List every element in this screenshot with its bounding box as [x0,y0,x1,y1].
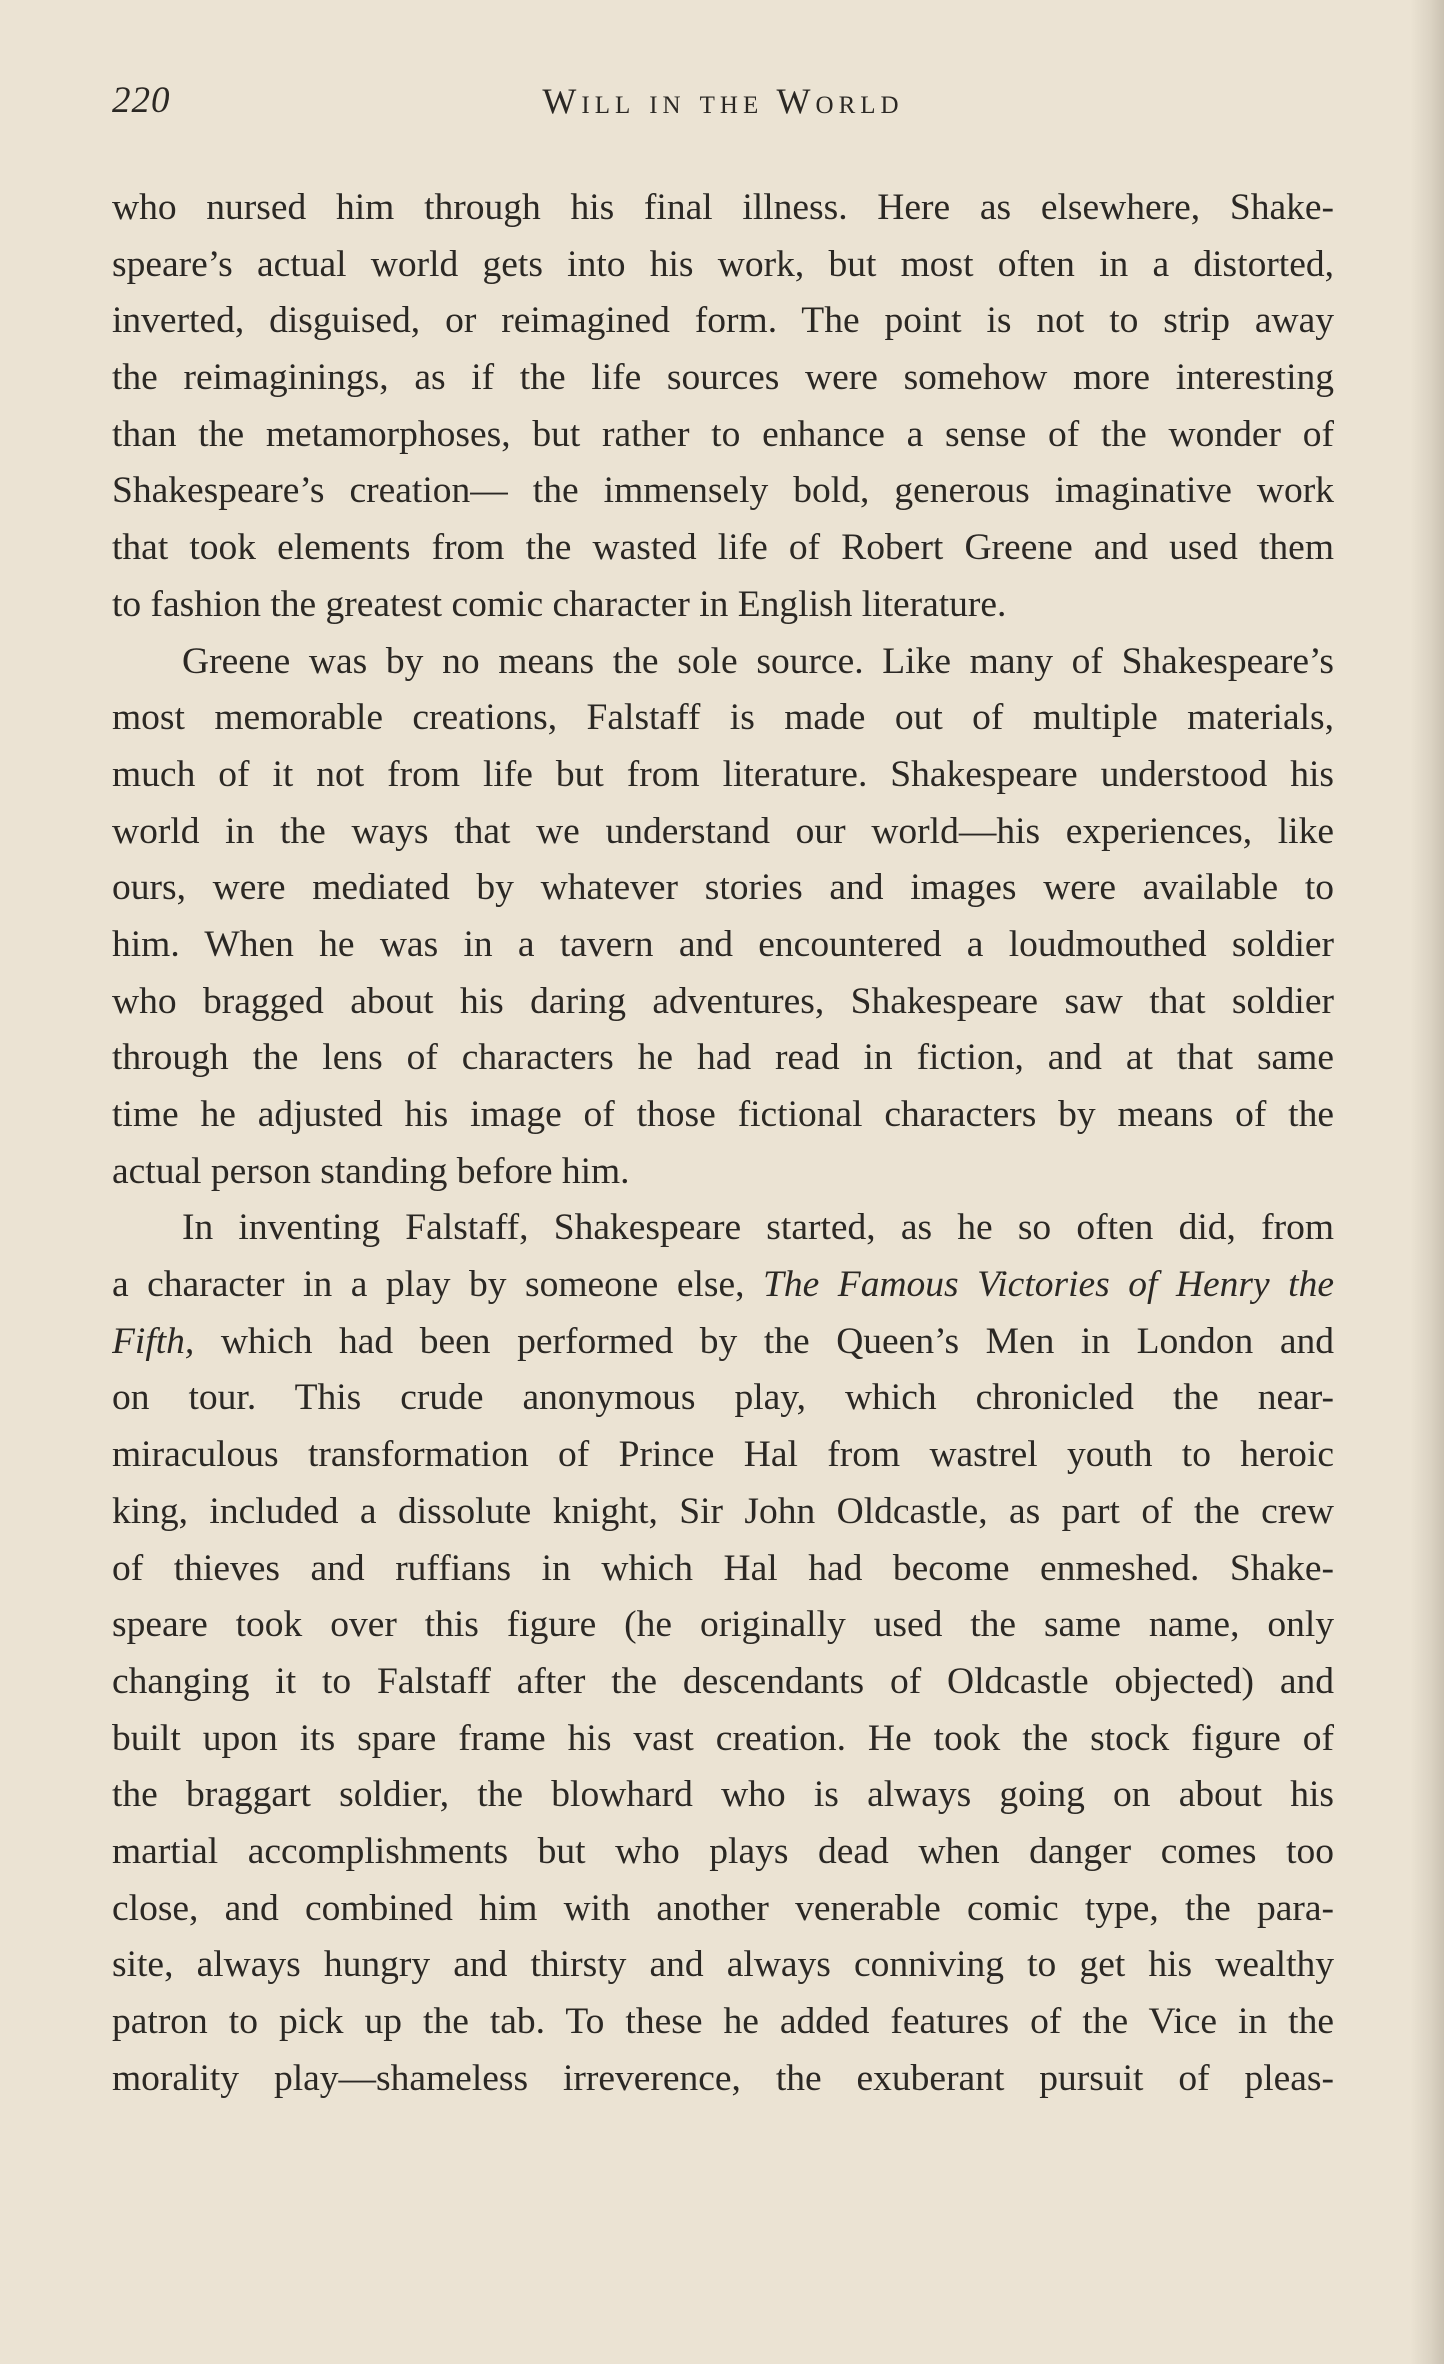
text-segment: a character in a play by someone else, [112,1264,764,1306]
text-line: changing it to Falstaff after the descendants of Oldcastle objected) and [112,1660,1334,1702]
text-line: martial accomplishments but who plays dead when danger comes too [112,1830,1334,1872]
text-line: who nursed him through his final illness. Here as elsewhere, Shake- [112,187,1334,228]
text-line: actual person standing before him. [112,1150,630,1192]
text-line: most memorable creations, Falstaff is made out of multiple materials, [112,697,1334,739]
text-line [112,1257,1334,1314]
running-head [112,76,1334,126]
text-line: of thieves and ruffians in which Hal had become enmeshed. Shake- [112,1547,1334,1589]
page-edge-shadow [1410,0,1444,2364]
text-line: miraculous transformation of Prince Hal from wastrel youth to heroic [112,1434,1334,1476]
play-title: The Famous Victories of Henry the [763,1264,1334,1306]
text-line: time he adjusted his image of those fictional characters by means of the [112,1094,1334,1135]
text-line: that took elements from the wasted life of Robert Greene and used them [112,527,1334,569]
text-line: on tour. This crude anonymous play, which chronicled the near- [112,1377,1334,1419]
page-number: 220 [112,80,171,121]
text-line: world in the ways that we understand our world—his experiences, like [112,810,1334,852]
text-line: close, and combined him with another venerable comic type, the para- [112,1887,1334,1929]
body-text [112,180,1334,2107]
text-line: much of it not from life but from literature. Shakespeare understood his [112,753,1334,795]
text-line: the braggart soldier, the blowhard who is always going on about his [112,1774,1334,1816]
text-line: king, included a dissolute knight, Sir John Oldcastle, as part of the crew [112,1490,1334,1532]
text-line: the reimaginings, as if the life sources were somehow more interesting [112,357,1334,399]
text-line: site, always hungry and thirsty and always conniving to get his wealthy [112,1944,1334,1986]
text-line: morality play—shameless irreverence, the exuberant pursuit of pleas- [112,2057,1334,2099]
text-line: to fashion the greatest comic character in English literature. [112,583,1007,625]
text-line: inverted, disguised, or reimagined form. The point is not to strip away [112,300,1334,342]
text-line: speare took over this figure (he originally used the same name, only [112,1604,1334,1646]
text-line: who bragged about his daring adventures, Shakespeare saw that soldier [112,980,1334,1022]
text-line [112,1314,1334,1371]
text-line: Greene was by no means the sole source. Like many of Shakespeare’s [182,640,1334,682]
play-title-continued: Fifth, [112,1320,195,1362]
text-line: built upon its spare frame his vast creation. He took the stock figure of [112,1717,1334,1759]
text-line: patron to pick up the tab. To these he added features of the Vice in the [112,2001,1334,2042]
book-title: Will in the World [542,81,904,121]
text-line: Shakespeare’s creation— the immensely bold, generous imaginative work [112,470,1334,512]
text-line: him. When he was in a tavern and encountered a loudmouthed soldier [112,923,1334,965]
text-line: speare’s actual world gets into his work, but most often in a distorted, [112,243,1334,285]
text-line: ours, were mediated by whatever stories and images were available to [112,867,1334,909]
text-line: In inventing Falstaff, Shakespeare started, as he so often did, from [182,1207,1334,1249]
text-line: than the metamorphoses, but rather to enhance a sense of the wonder of [112,413,1334,455]
text-line: through the lens of characters he had read in fiction, and at that same [112,1037,1334,1079]
text-segment: which had been performed by the Queen’s Men in London and [194,1320,1334,1362]
